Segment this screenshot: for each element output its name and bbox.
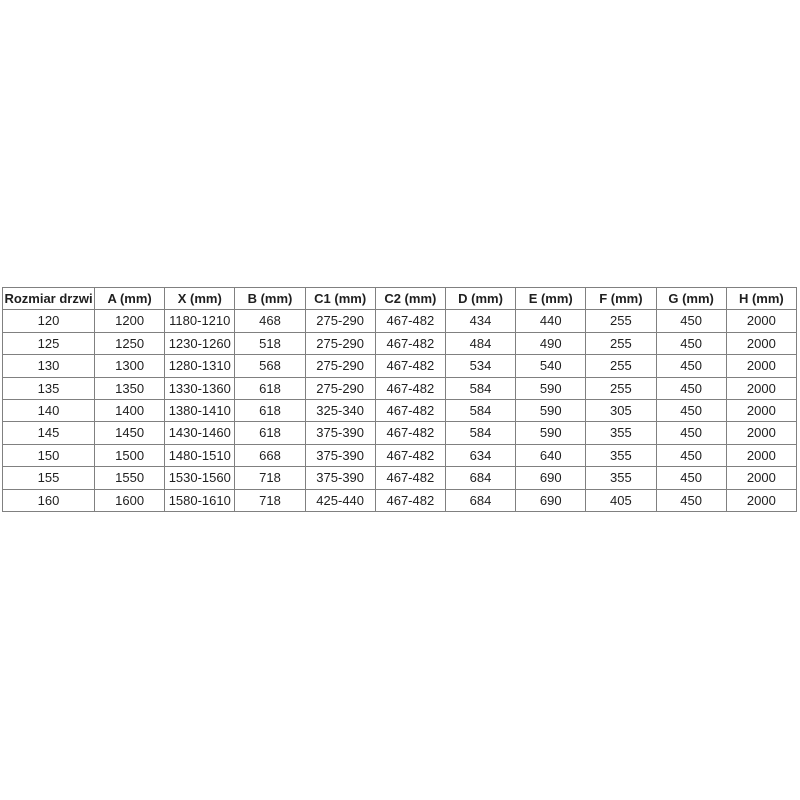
table-cell: 2000: [726, 489, 796, 511]
table-cell: 467-482: [375, 422, 445, 444]
table-header-row: [3, 288, 797, 310]
table-cell: 450: [656, 467, 726, 489]
table-cell: 450: [656, 332, 726, 354]
table-cell: 1330-1360: [165, 377, 235, 399]
table-cell: 150: [3, 444, 95, 466]
table-cell: 2000: [726, 400, 796, 422]
table-cell: 568: [235, 355, 305, 377]
table-cell: 450: [656, 422, 726, 444]
table-cell: 467-482: [375, 467, 445, 489]
table-cell: 467-482: [375, 400, 445, 422]
table-cell: 355: [586, 422, 656, 444]
column-header: C1 (mm): [305, 288, 375, 310]
table-row: [3, 422, 797, 444]
column-header: E (mm): [516, 288, 586, 310]
table-cell: 590: [516, 422, 586, 444]
table-cell: 468: [235, 310, 305, 332]
table-row: [3, 489, 797, 511]
table-cell: 584: [445, 377, 515, 399]
column-header: B (mm): [235, 288, 305, 310]
table-cell: 450: [656, 310, 726, 332]
column-header: C2 (mm): [375, 288, 445, 310]
table-cell: 1430-1460: [165, 422, 235, 444]
table-cell: 2000: [726, 444, 796, 466]
table-cell: 275-290: [305, 332, 375, 354]
table-cell: 125: [3, 332, 95, 354]
table-cell: 275-290: [305, 310, 375, 332]
table-cell: 160: [3, 489, 95, 511]
table-cell: 155: [3, 467, 95, 489]
table-cell: 2000: [726, 310, 796, 332]
table-cell: 618: [235, 422, 305, 444]
table-header: [3, 288, 797, 310]
column-header: X (mm): [165, 288, 235, 310]
table-body: [3, 310, 797, 512]
table-cell: 1380-1410: [165, 400, 235, 422]
table-cell: 140: [3, 400, 95, 422]
table-cell: 634: [445, 444, 515, 466]
column-header: F (mm): [586, 288, 656, 310]
table-cell: 355: [586, 467, 656, 489]
table-cell: 255: [586, 332, 656, 354]
table-cell: 518: [235, 332, 305, 354]
table-row: [3, 467, 797, 489]
table-cell: 1350: [95, 377, 165, 399]
table-cell: 467-482: [375, 489, 445, 511]
table-cell: 467-482: [375, 355, 445, 377]
table-cell: 405: [586, 489, 656, 511]
table-row: [3, 355, 797, 377]
table-cell: 1180-1210: [165, 310, 235, 332]
table-cell: 1550: [95, 467, 165, 489]
table-cell: 590: [516, 400, 586, 422]
table-cell: 450: [656, 400, 726, 422]
table-cell: 1230-1260: [165, 332, 235, 354]
table-cell: 2000: [726, 422, 796, 444]
table-cell: 668: [235, 444, 305, 466]
table-cell: 1250: [95, 332, 165, 354]
column-header: Rozmiar drzwi: [3, 288, 95, 310]
table-cell: 640: [516, 444, 586, 466]
table-cell: 375-390: [305, 422, 375, 444]
table-cell: 375-390: [305, 467, 375, 489]
table-cell: 1300: [95, 355, 165, 377]
column-header: H (mm): [726, 288, 796, 310]
table-row: [3, 332, 797, 354]
table-cell: 450: [656, 489, 726, 511]
table-cell: 1450: [95, 422, 165, 444]
table-cell: 135: [3, 377, 95, 399]
table-row: [3, 400, 797, 422]
table-cell: 1200: [95, 310, 165, 332]
table-cell: 2000: [726, 355, 796, 377]
table-cell: 1480-1510: [165, 444, 235, 466]
table-cell: 255: [586, 377, 656, 399]
table-cell: 275-290: [305, 355, 375, 377]
table-cell: 255: [586, 310, 656, 332]
column-header: D (mm): [445, 288, 515, 310]
table-cell: 618: [235, 377, 305, 399]
table-cell: 590: [516, 377, 586, 399]
table-cell: 1530-1560: [165, 467, 235, 489]
table-cell: 145: [3, 422, 95, 444]
column-header: A (mm): [95, 288, 165, 310]
table-cell: 618: [235, 400, 305, 422]
table-cell: 325-340: [305, 400, 375, 422]
table-cell: 1580-1610: [165, 489, 235, 511]
table-cell: 584: [445, 422, 515, 444]
table-cell: 684: [445, 467, 515, 489]
table-row: [3, 310, 797, 332]
table-cell: 255: [586, 355, 656, 377]
table-cell: 450: [656, 377, 726, 399]
table-cell: 540: [516, 355, 586, 377]
table-cell: 584: [445, 400, 515, 422]
table-cell: 690: [516, 489, 586, 511]
table-cell: 1280-1310: [165, 355, 235, 377]
table-cell: 2000: [726, 467, 796, 489]
table-cell: 130: [3, 355, 95, 377]
table-row: [3, 444, 797, 466]
table-cell: 1500: [95, 444, 165, 466]
table-cell: 450: [656, 355, 726, 377]
door-dimensions-table: [2, 287, 797, 512]
table-cell: 718: [235, 467, 305, 489]
table-cell: 2000: [726, 332, 796, 354]
table-cell: 684: [445, 489, 515, 511]
table-row: [3, 377, 797, 399]
table-cell: 440: [516, 310, 586, 332]
table-cell: 690: [516, 467, 586, 489]
table-cell: 305: [586, 400, 656, 422]
table-cell: 450: [656, 444, 726, 466]
table-cell: 718: [235, 489, 305, 511]
table-cell: 375-390: [305, 444, 375, 466]
table-cell: 120: [3, 310, 95, 332]
table-cell: 275-290: [305, 377, 375, 399]
table-cell: 434: [445, 310, 515, 332]
table-cell: 467-482: [375, 332, 445, 354]
table-cell: 467-482: [375, 444, 445, 466]
column-header: G (mm): [656, 288, 726, 310]
table-cell: 467-482: [375, 377, 445, 399]
table-cell: 1400: [95, 400, 165, 422]
table-cell: 425-440: [305, 489, 375, 511]
table-cell: 355: [586, 444, 656, 466]
table-cell: 2000: [726, 377, 796, 399]
table-cell: 1600: [95, 489, 165, 511]
table-cell: 484: [445, 332, 515, 354]
table-cell: 534: [445, 355, 515, 377]
table-cell: 490: [516, 332, 586, 354]
table-cell: 467-482: [375, 310, 445, 332]
